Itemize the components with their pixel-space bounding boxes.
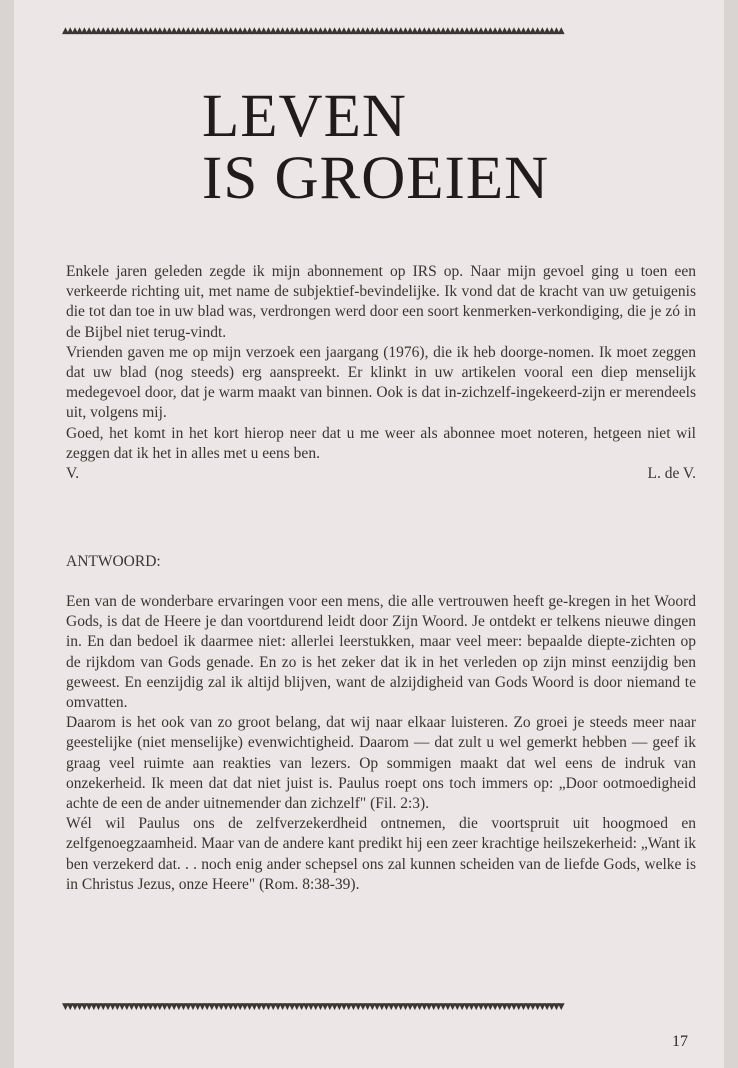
page-number: 17 [672, 1033, 688, 1050]
letter-signature-row [66, 464, 696, 484]
letter-paragraph: Goed, het komt in het kort hierop neer dat u me weer als abonnee moet noteren, hetgeen niet wil zeggen dat ik het in alles met u eens ben. [66, 424, 696, 462]
reader-letter [66, 262, 696, 484]
answer-heading: ANTWOORD: [66, 553, 161, 570]
title-line-1: LEVEN [202, 83, 407, 150]
letter-paragraph: Vrienden gaven me op mijn verzoek een jaargang (1976), die ik heb doorge-nomen. Ik moet zeggen dat uw blad (nog steeds) erg aanspreekt. Er klinkt in uw artikelen vooral een diep menselijk medegevoel door, dat je warm maakt van binnen. Ook is dat in-zichzelf-ingekeerd-zijn er merendeels uit, volgens mij. [66, 343, 696, 422]
top-triangle-border: ▲▲▲▲▲▲▲▲▲▲▲▲▲▲▲▲▲▲▲▲▲▲▲▲▲▲▲▲▲▲▲▲▲▲▲▲▲▲▲▲▲▲▲▲▲▲▲▲▲▲▲▲▲▲▲▲▲▲▲▲▲▲▲▲▲▲▲▲▲▲▲▲▲▲▲▲▲▲▲▲▲▲▲▲▲▲▲▲▲▲▲▲▲▲▲▲▲▲▲▲▲▲▲▲▲▲ [62, 26, 563, 36]
answer-paragraph: Daarom is het ook van zo groot belang, dat wij naar elkaar luisteren. Zo groei je steeds meer naar geestelijke (niet menselijke) evenwichtigheid. Daarom — dat zult u wel gemerkt hebben — geef ik graag veel ruimte aan reakties van lezers. Op sommigen maakt dat wel eens de indruk van onzekerheid. Ik meen dat dat niet juist is. Paulus roept ons toch immers op: „Door ootmoedigheid achte de een de ander uitnemender dan zichzelf" (Fil. 2:3). [66, 714, 696, 813]
answer-body [66, 592, 696, 895]
answer-paragraph: Een van de wonderbare ervaringen voor een mens, die alle vertrouwen heeft ge-kregen in het Woord Gods, is dat de Heere je dan voortdurend leidt door Zijn Woord. Je ontdekt er telkens nieuwe dingen in. En dan bedoel ik daarmee niet: allerlei leerstukken, maar veel meer: bepaalde diepte-zichten op de rijkdom van Gods genade. En zo is het zeker dat ik in het verleden op zijn minst eenzijdig ben geweest. En eenzijdig zal ik altijd blijven, want de alzijdigheid van Gods Woord is door niemand te omvatten. [66, 593, 696, 712]
magazine-page [14, 0, 724, 1068]
letter-place: V. [66, 465, 80, 483]
letter-signature: L. de V. [647, 465, 696, 483]
letter-paragraph: Enkele jaren geleden zegde ik mijn abonnement op IRS op. Naar mijn gevoel ging u toen een verkeerde richting uit, met name de subjektief-bevindelijke. Ik vond dat de kracht van uw getuigenis die tot dan toe in uw blad was, verdrongen werd door een soort kenmerken-verkondiging, die je zó in de Bijbel niet terug-vindt. [66, 263, 696, 341]
answer-paragraph: Wél wil Paulus ons de zelfverzekerdheid ontnemen, die voortspruit uit hoogmoed en zelfgenoegzaamheid. Maar van de andere kant predikt hij een zeer krachtige heilszekerheid: „Want ik ben verzekerd dat. . . noch enig ander schepsel ons zal kunnen scheiden van de liefde Gods, welke is in Christus Jezus, onze Heere" (Rom. 8:38-39). [66, 815, 696, 893]
title-line-2: IS GROEIEN [202, 145, 550, 212]
article-title [202, 83, 550, 212]
bottom-triangle-border: ▼▼▼▼▼▼▼▼▼▼▼▼▼▼▼▼▼▼▼▼▼▼▼▼▼▼▼▼▼▼▼▼▼▼▼▼▼▼▼▼▼▼▼▼▼▼▼▼▼▼▼▼▼▼▼▼▼▼▼▼▼▼▼▼▼▼▼▼▼▼▼▼▼▼▼▼▼▼▼▼▼▼▼▼▼▼▼▼▼▼▼▼▼▼▼▼▼▼▼▼▼▼▼▼▼▼ [62, 1002, 563, 1012]
